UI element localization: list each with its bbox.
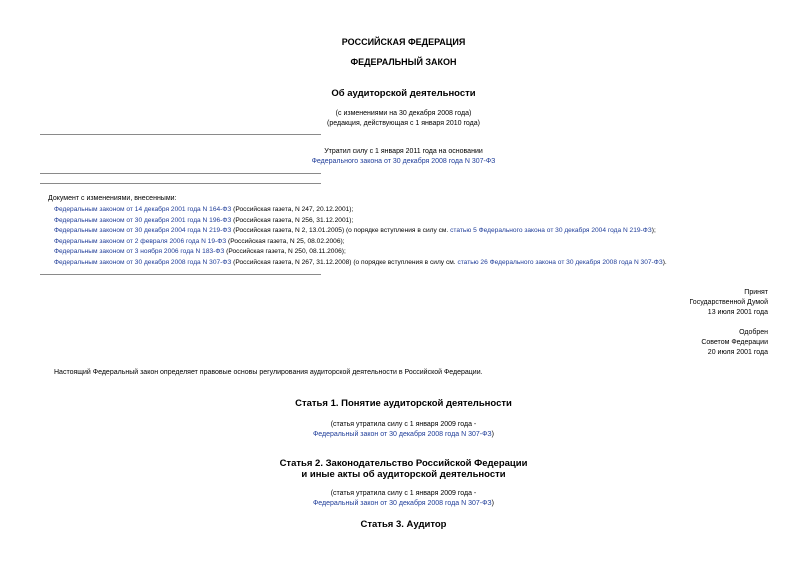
article-2-title-line2: и иные акты об аудиторской деятельности	[301, 469, 506, 480]
article-1-close: )	[491, 431, 494, 438]
amendments-list	[54, 205, 667, 268]
list-item	[54, 226, 667, 237]
amendment-source: (Российская газета, N 256, 31.12.2001);	[231, 216, 354, 224]
article-3-title: Статья 3. Аудитор	[360, 519, 447, 530]
amendment-source: (Российская газета, N 2, 13.01.2005) (о порядке вступления в силу см.	[231, 227, 451, 234]
article-2-repeal-ref	[0, 499, 807, 509]
list-item	[54, 237, 667, 248]
divider	[40, 274, 321, 275]
amendment-source: (Российская газета, N 250, 08.11.2006);	[224, 248, 346, 255]
repeal-text: Утратил силу с 1 января 2011 года на основании	[324, 148, 483, 155]
law-title: Об аудиторской деятельности	[331, 88, 476, 99]
country-heading: РОССИЙСКАЯ ФЕДЕРАЦИЯ	[341, 37, 466, 47]
approved-date: 20 июля 2001 года	[707, 349, 768, 356]
list-item	[54, 216, 667, 227]
list-item	[54, 258, 667, 269]
edition-note-2: (редакция, действующая с 1 января 2010 года)	[327, 120, 480, 127]
amendment-source: (Российская газета, N 247, 20.12.2001);	[231, 206, 354, 213]
adopted-date: 13 июля 2001 года	[707, 309, 768, 316]
preamble: Настоящий Федеральный закон определяет правовые основы регулирования аудиторской деятельности в Российской Федерации.	[54, 369, 483, 376]
amendment-link[interactable]: Федеральным законом от 30 декабря 2008 года N 307-ФЗ	[54, 258, 232, 266]
divider	[40, 183, 321, 184]
article-2-close: )	[491, 500, 494, 507]
divider	[40, 173, 321, 174]
amendment-tail: ).	[662, 258, 667, 266]
adopted-label: Принят	[744, 289, 768, 296]
law-type-heading: ФЕДЕРАЛЬНЫЙ ЗАКОН	[350, 57, 457, 67]
amendments-intro: Документ с изменениями, внесенными:	[48, 195, 177, 202]
article-1-title: Статья 1. Понятие аудиторской деятельности	[295, 398, 512, 409]
amendment-link[interactable]: Федеральным законом от 14 декабря 2001 года N 164-ФЗ	[54, 206, 232, 213]
amendment-link[interactable]: Федеральным законом от 2 февраля 2006 года N 19-ФЗ	[54, 237, 227, 245]
list-item	[54, 205, 667, 216]
divider	[40, 134, 321, 135]
amendment-reference-link[interactable]: статью 26 Федерального закона от 30 декабря 2008 года N 307-ФЗ	[457, 258, 663, 266]
amendment-source: (Российская газета, N 25, 08.02.2006);	[226, 237, 345, 245]
article-2-title-line1: Статья 2. Законодательство Российской Федерации	[279, 458, 528, 469]
list-item	[54, 247, 667, 258]
approved-body: Советом Федерации	[701, 339, 768, 346]
amendment-tail: );	[651, 227, 656, 234]
amendment-reference-link[interactable]: статью 5 Федерального закона от 30 декабря 2004 года N 219-ФЗ	[450, 227, 652, 234]
repeal-link[interactable]: Федерального закона от 30 декабря 2008 года N 307-ФЗ	[311, 158, 496, 165]
approved-label: Одобрен	[739, 329, 768, 336]
article-2-note: (статья утратила силу с 1 января 2009 года -	[330, 490, 477, 497]
amendment-link[interactable]: Федеральным законом от 30 декабря 2004 года N 219-ФЗ	[54, 227, 232, 234]
article-1-note: (статья утратила силу с 1 января 2009 года -	[330, 421, 477, 428]
amendment-link[interactable]: Федеральным законом от 30 декабря 2001 года N 196-ФЗ	[54, 216, 232, 224]
article-2-repeal-link[interactable]: Федеральный закон от 30 декабря 2008 года N 307-ФЗ	[312, 500, 492, 507]
adopted-body: Государственной Думой	[689, 299, 768, 306]
article-1-repeal-link[interactable]: Федеральный закон от 30 декабря 2008 года N 307-ФЗ	[312, 431, 492, 438]
article-1-repeal-ref	[0, 430, 807, 440]
amendment-link[interactable]: Федеральным законом от 3 ноября 2006 года N 183-ФЗ	[54, 248, 225, 255]
edition-note-1: (с изменениями на 30 декабря 2008 года)	[335, 110, 472, 117]
amendment-source: (Российская газета, N 267, 31.12.2008) (о порядке вступления в силу см.	[231, 258, 458, 266]
